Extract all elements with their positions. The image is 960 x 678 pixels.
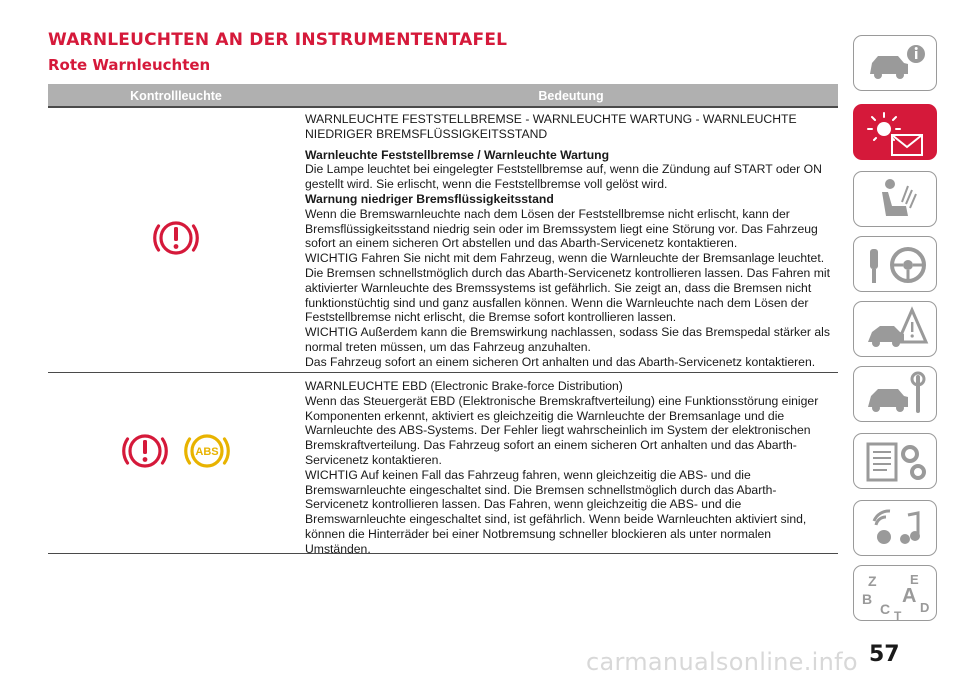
- tab-key-steering[interactable]: [853, 236, 937, 292]
- paragraph: Das Fahrzeug sofort an einem sicheren Ort anhalten und das Abarth-Servicenetz kontaktieren.: [305, 354, 816, 369]
- tab-seat-airbag[interactable]: [853, 171, 937, 227]
- abs-warning-amber-icon: [181, 425, 233, 477]
- section-heading: Rote Warnleuchten: [48, 56, 211, 74]
- row-title: WARNLEUCHTE FESTSTELLBREMSE - WARNLEUCHTE WARTUNG - WARNLEUCHTE NIEDRIGER BREMSFLÜSSIGKEITSSTAND: [305, 112, 797, 141]
- tab-car-emergency[interactable]: [853, 301, 937, 357]
- brake-warning-red-icon: [150, 212, 202, 264]
- warning-paragraph: WICHTIG Auf keinen Fall das Fahrzeug fahren, wenn gleichzeitig die ABS- und die Bremswarnleuchte eingeschaltet sind. Die Bremsen schnellstmöglich durch das Abarth-Servicenetz kontrollieren lassen. Das Fahren, wenn gleichzeitig die ABS- und die Bremswarnleuchte eingeschaltet sind, ist gefährlich. Wenn beide Warnleuchten aktiviert sind, können die Hinterräder bei einer Notbremsung schneller blockieren als unter normalen Umständen.: [305, 467, 807, 556]
- abs-label: ABS: [195, 446, 219, 458]
- row-title: WARNLEUCHTE EBD (Electronic Brake-force Distribution): [305, 379, 623, 393]
- indicator-cell: [48, 212, 304, 264]
- key-steering-wheel-icon: [854, 237, 938, 293]
- indicator-cell: [48, 425, 304, 477]
- car-emergency-icon: [854, 302, 938, 358]
- warning-paragraph: WICHTIG Außerdem kann die Bremswirkung nachlassen, sodass Sie das Bremspedal stärker als normal treten müssen, um das Fahrzeug anzuhalten.: [305, 325, 830, 354]
- warning-lights-icon: [854, 105, 938, 161]
- meaning-cell: [305, 112, 833, 370]
- table-row: [48, 108, 838, 373]
- tab-warning-lights[interactable]: [853, 104, 937, 160]
- meaning-cell: [305, 379, 833, 557]
- tab-alphabetical-index[interactable]: [853, 565, 937, 621]
- brake-warning-red-icon: [119, 425, 171, 477]
- index-letter: Z: [868, 573, 877, 589]
- column-header-indicator: Kontrollleuchte: [130, 89, 222, 103]
- multimedia-icon: [854, 501, 938, 557]
- alphabetical-index-icon: [854, 566, 938, 622]
- seat-airbag-icon: [854, 172, 938, 228]
- technical-data-icon: [854, 434, 938, 490]
- index-letter: D: [920, 600, 930, 615]
- watermark: carmanualsonline.info: [586, 648, 858, 676]
- paragraph: Wenn das Steuergerät EBD (Elektronische Bremskraftverteilung) eine Funktionsstörung einiger Komponenten erkennt, aktiviert es gleichzeitig die Warnleuchte der Bremsanlage und die Warnleuchte des ABS-Systems. Der Fehler liegt wahrscheinlich im System der elektronischen Bremskraftverteilung. Das Fahrzeug sofort an einem sicheren Ort anhalten und das Abarth-Servicenetz kontaktieren.: [305, 393, 819, 467]
- page-number: 57: [869, 642, 900, 667]
- table-header: [48, 84, 838, 108]
- subsection-title: Warnleuchte Feststellbremse / Warnleuchte Wartung: [305, 147, 610, 162]
- paragraph: Die Lampe leuchtet bei eingelegter Feststellbremse auf, wenn die Zündung auf START oder ON gestellt wird. Sie erlischt, wenn die Feststellbremse voll gelöst wird.: [305, 162, 822, 192]
- page-heading: WARNLEUCHTEN AN DER INSTRUMENTENTAFEL: [48, 30, 508, 50]
- car-maintenance-icon: [854, 367, 938, 423]
- index-letter: C: [880, 601, 891, 617]
- column-header-meaning: Bedeutung: [538, 89, 604, 103]
- index-letter: E: [910, 572, 919, 587]
- tab-car-info[interactable]: [853, 35, 937, 91]
- tab-technical-data[interactable]: [853, 433, 937, 489]
- car-info-icon: [854, 36, 938, 92]
- warning-paragraph: WICHTIG Fahren Sie nicht mit dem Fahrzeug, wenn die Warnleuchte der Bremsanlage leuchtet. Die Bremsen schnellstmöglich durch das Abarth-Servicenetz kontrollieren lassen. Das Fahren mit aktivierter Warnleuchte des Bremssystems ist gefährlich. Sie zeigt an, dass die Bremsen nicht funktionstüchtig sind und ganz ausfallen können. Wenn die Warnleuchte nach dem Lösen der Feststellbremse nicht erlischt, die Bremse sofort kontrollieren lassen.: [305, 251, 830, 325]
- index-letter: T: [894, 609, 902, 622]
- index-letter: B: [862, 591, 873, 607]
- tab-car-maintenance[interactable]: [853, 366, 937, 422]
- tab-multimedia[interactable]: [853, 500, 937, 556]
- subsection-title: Warnung niedriger Bremsflüssigkeitsstand: [305, 191, 554, 206]
- table-row: [48, 373, 838, 554]
- paragraph: Wenn die Bremswarnleuchte nach dem Lösen der Feststellbremse nicht erlischt, kann der Bremsflüssigkeitsstand niedrig sein oder im Bremssystem liegt eine Störung vor. Das Fahrzeug sofort an einem sicheren Ort abstellen und das Abarth-Servicenetz kontaktieren.: [305, 206, 818, 251]
- index-letter: A: [902, 585, 917, 607]
